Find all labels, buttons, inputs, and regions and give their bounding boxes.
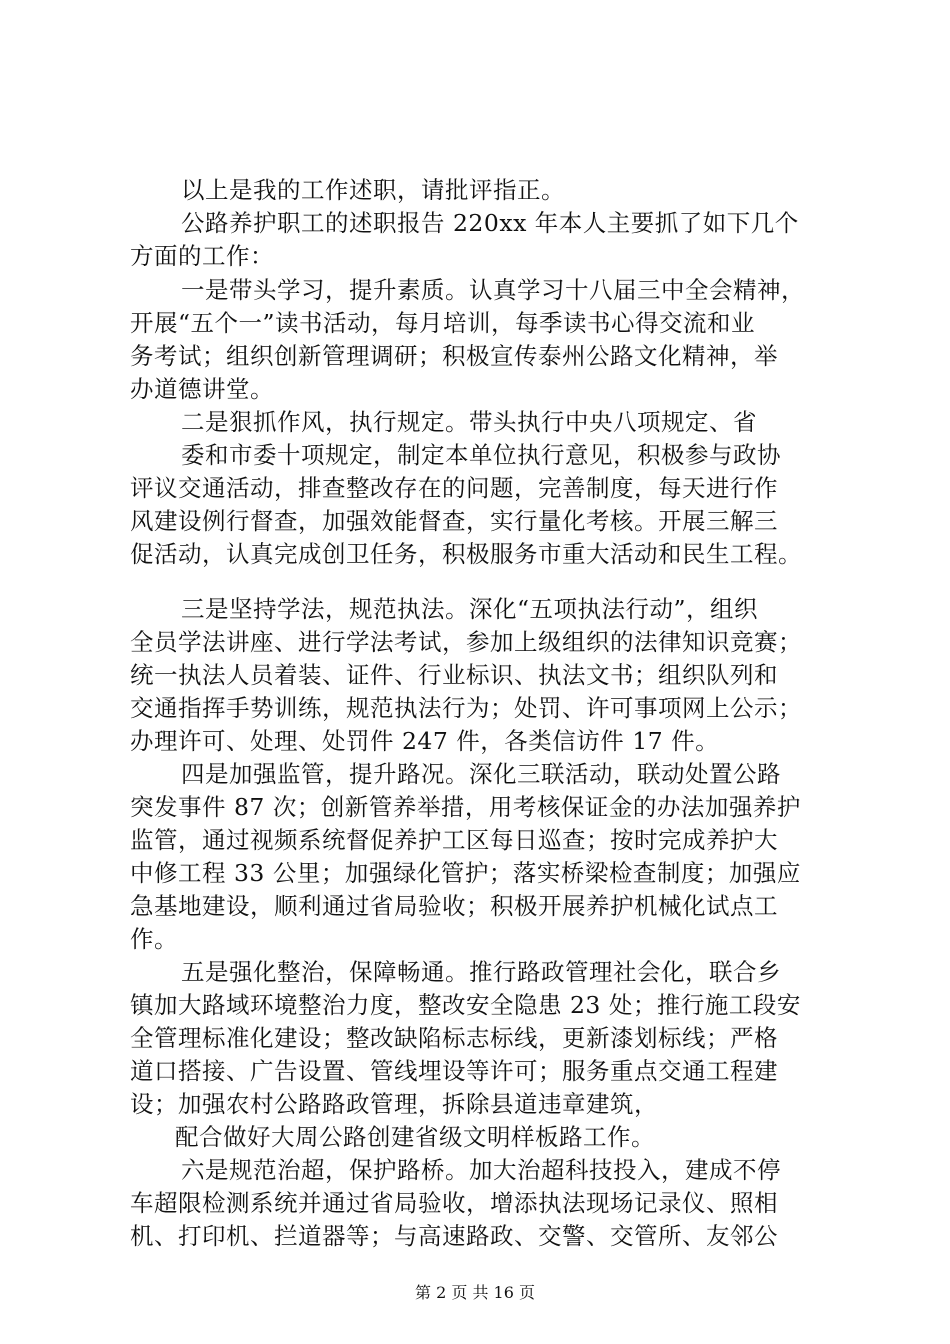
text-line: 设；加强农村公路路政管理，拆除县道违章建筑，: [130, 1090, 658, 1118]
text-line: 车超限检测系统并通过省局验收，增添执法现场记录仪、照相: [130, 1189, 778, 1217]
text-line: 六是规范治超，保护路桥。加大治超科技投入，建成不停: [181, 1156, 781, 1184]
text-line: 开展“五个一”读书活动，每月培训，每季读书心得交流和业: [130, 309, 756, 337]
text-line: 一是带头学习，提升素质。认真学习十八届三中全会精神，: [181, 276, 805, 304]
text-line: 委和市委十项规定，制定本单位执行意见，积极参与政协: [181, 441, 781, 469]
text-line: 全管理标准化建设；整改缺陷标志标线，更新漆划标线；严格: [130, 1024, 778, 1052]
text-line: 机、打印机、拦道器等；与高速路政、交警、交管所、友邻公: [130, 1222, 778, 1250]
text-line: 道口搭接、广告设置、管线埋设等许可；服务重点交通工程建: [130, 1057, 778, 1085]
text-line: 促活动，认真完成创卫任务，积极服务市重大活动和民生工程。: [130, 540, 802, 568]
text-line: 方面的工作：: [130, 242, 274, 270]
text-line: 监管，通过视频系统督促养护工区每日巡查；按时完成养护大: [130, 826, 778, 854]
text-line: 突发事件 87 次；创新管养举措，用考核保证金的办法加强养护: [130, 793, 801, 821]
text-line: 全员学法讲座、进行学法考试，参加上级组织的法律知识竞赛；: [130, 628, 802, 656]
text-line: 风建设例行督查，加强效能督查，实行量化考核。开展三解三: [130, 507, 778, 535]
text-line: 办道德讲堂。: [130, 375, 274, 403]
text-line: 三是坚持学法，规范执法。深化“五项执法行动”，组织: [181, 595, 759, 623]
text-line: 四是加强监管，提升路况。深化三联活动，联动处置公路: [181, 760, 781, 788]
text-line: 办理许可、处理、处罚件 247 件，各类信访件 17 件。: [130, 727, 720, 755]
text-line: 二是狠抓作风，执行规定。带头执行中央八项规定、省: [181, 408, 757, 436]
text-line: 作。: [130, 925, 178, 953]
text-line: 五是强化整治，保障畅通。推行路政管理社会化，联合乡: [181, 958, 781, 986]
page-number-footer: 第 2 页 共 16 页: [415, 1283, 535, 1302]
text-line: 务考试；组织创新管理调研；积极宣传泰州公路文化精神，举: [130, 342, 778, 370]
text-line: 评议交通活动，排查整改存在的问题，完善制度，每天进行作: [130, 474, 778, 502]
text-line: 镇加大路域环境整治力度，整改安全隐患 23 处；推行施工段安: [130, 991, 801, 1019]
text-line: 统一执法人员着装、证件、行业标识、执法文书；组织队列和: [130, 661, 778, 689]
text-line: 急基地建设，顺利通过省局验收；积极开展养护机械化试点工: [130, 892, 778, 920]
text-line: 以上是我的工作述职，请批评指正。: [181, 176, 565, 204]
text-line: 公路养护职工的述职报告 220xx 年本人主要抓了如下几个: [181, 209, 799, 237]
text-line: 中修工程 33 公里；加强绿化管护；落实桥梁检查制度；加强应: [130, 859, 801, 887]
text-line: 配合做好大周公路创建省级文明样板路工作。: [175, 1123, 655, 1151]
text-line: 交通指挥手势训练，规范执法行为；处罚、许可事项网上公示；: [130, 694, 802, 722]
